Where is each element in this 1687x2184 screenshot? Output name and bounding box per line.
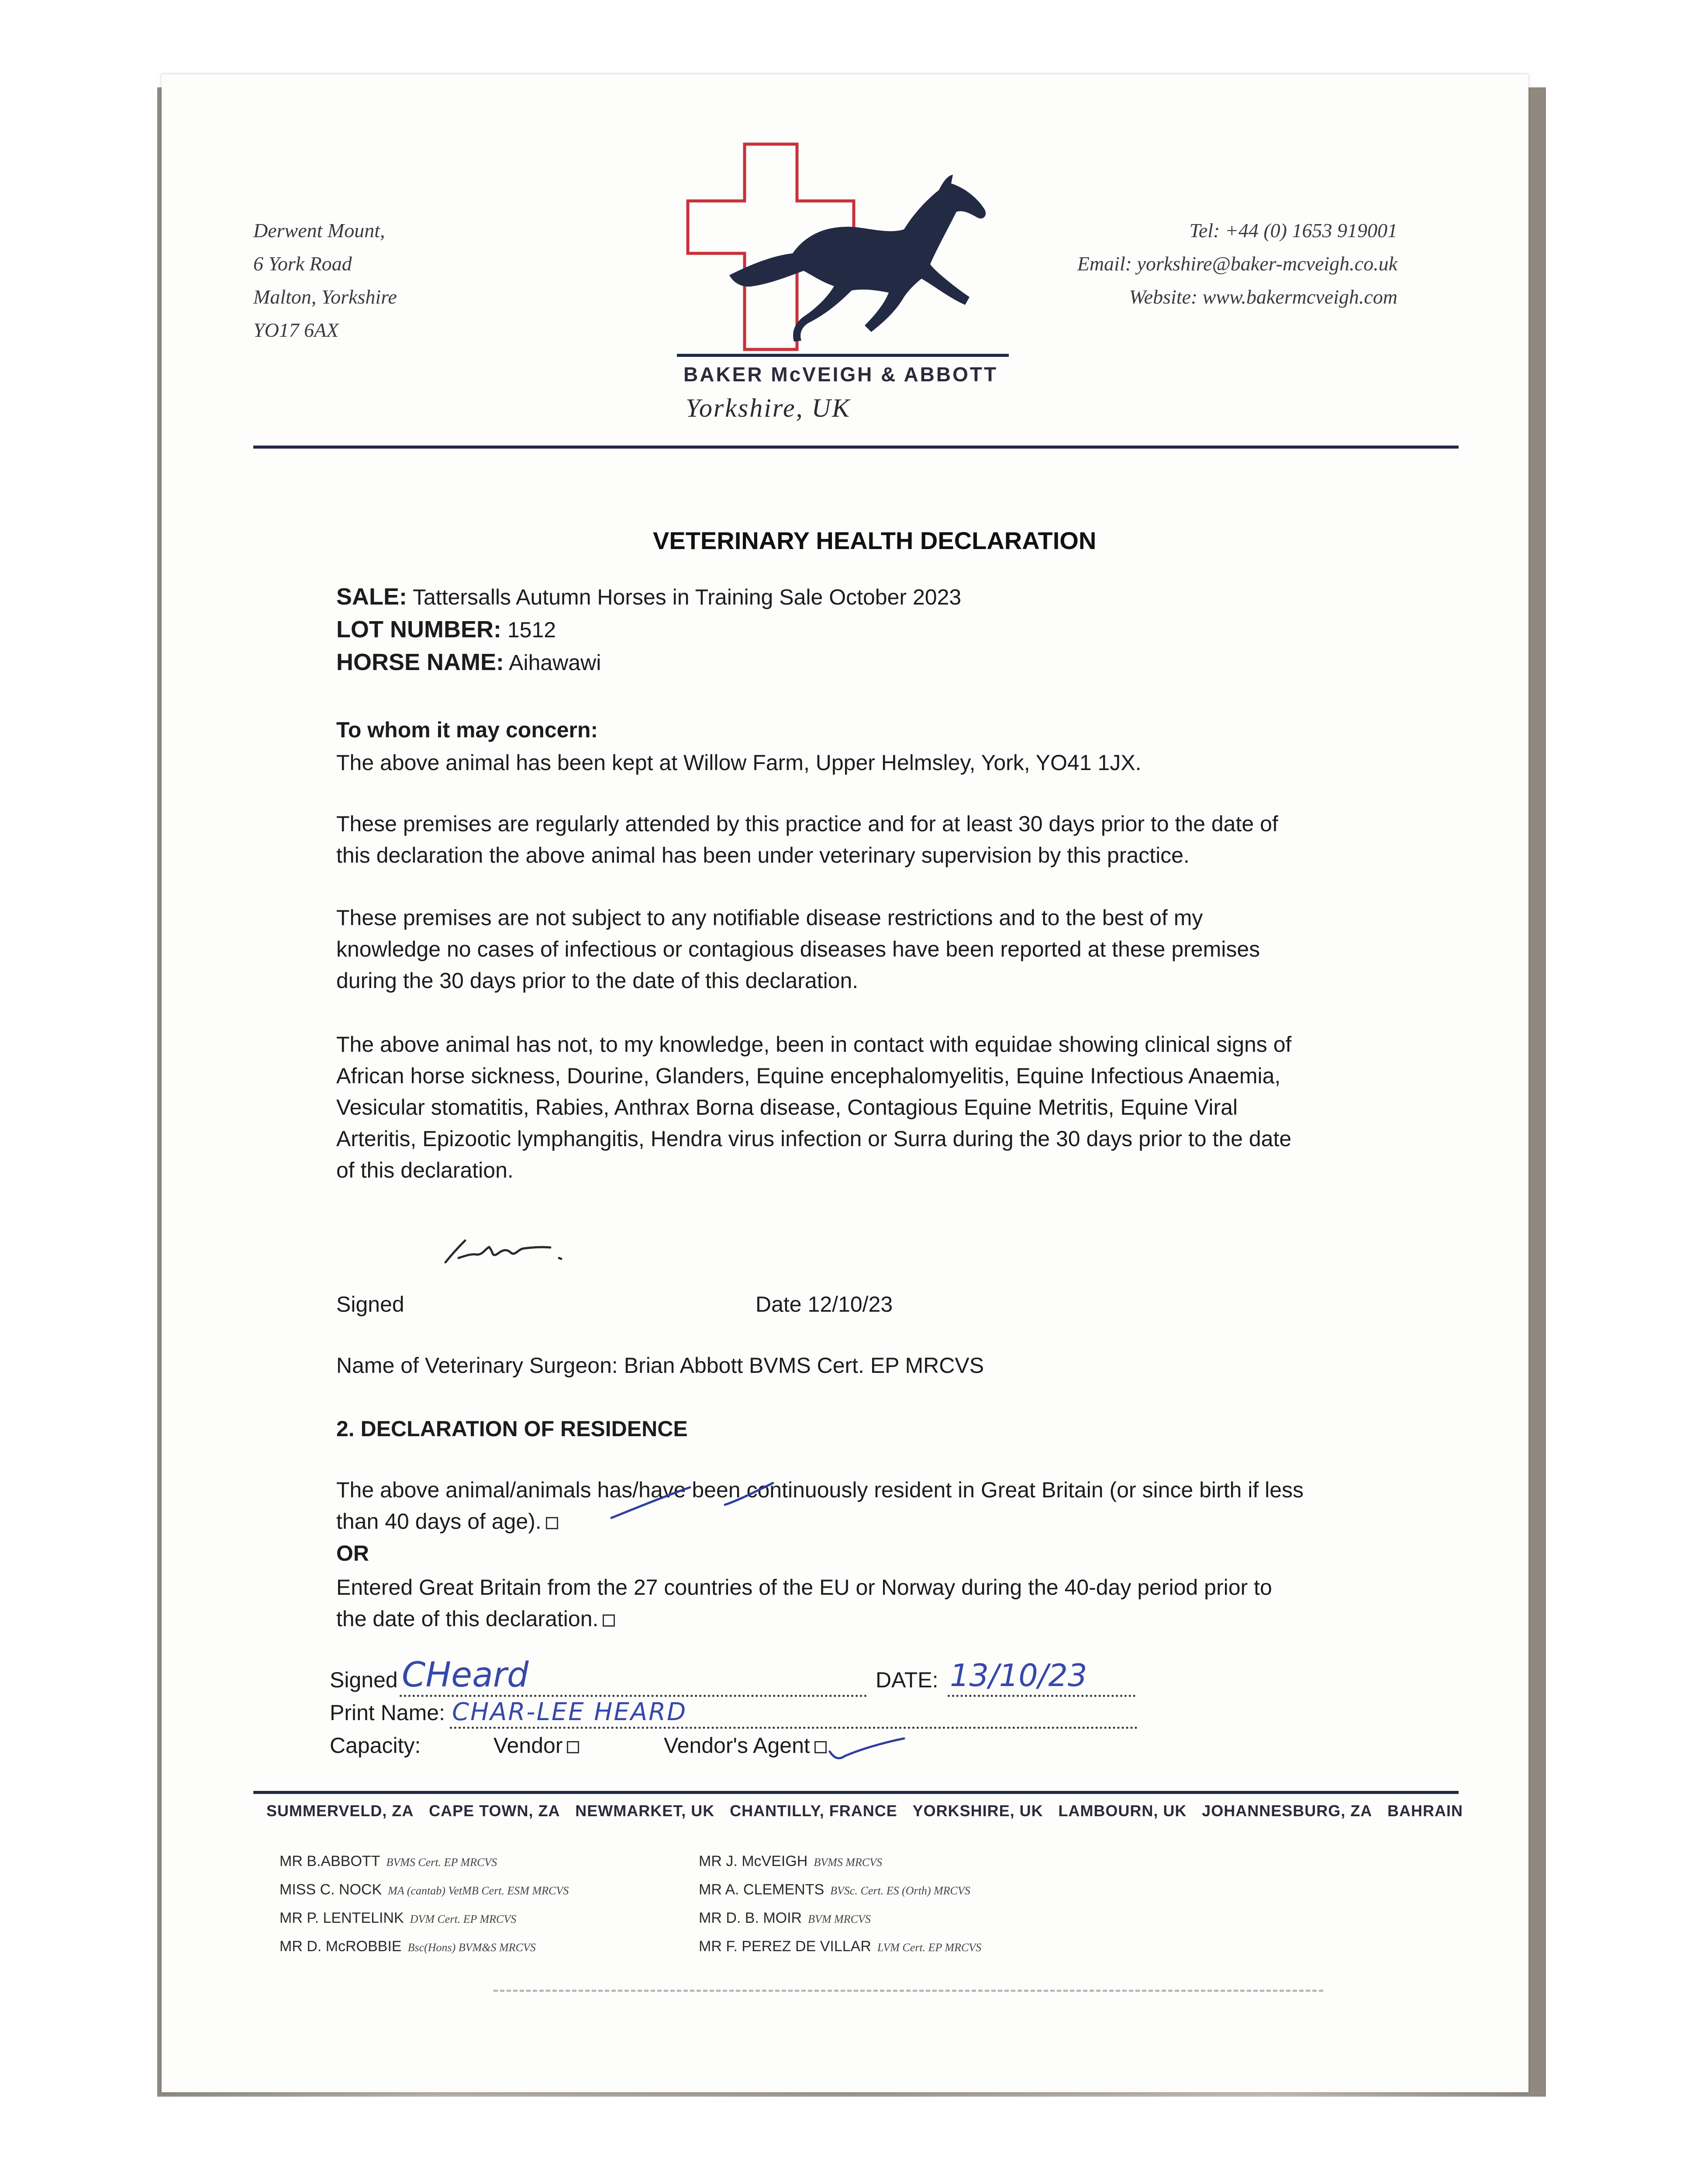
staff-name: MR D. B. MOIR [699, 1910, 802, 1926]
address-line: Derwent Mount, [253, 219, 385, 242]
staff-entry [279, 1904, 569, 1933]
staff-entry [699, 1876, 981, 1904]
sale-value: Tattersalls Autumn Horses in Training Sale October 2023 [407, 585, 962, 609]
paragraph-line: Vesicular stomatitis, Rabies, Anthrax Borna disease, Contagious Equine Metritis, Equine Viral [336, 1095, 1238, 1120]
salutation: To whom it may concern: [336, 718, 598, 742]
paragraph-line: knowledge no cases of infectious or contagious diseases have been reported at these premises [336, 937, 1260, 961]
paragraph-line: of this declaration. [336, 1158, 514, 1182]
staff-name: MR A. CLEMENTS [699, 1881, 825, 1898]
paragraph-line: during the 30 days prior to the date of this declaration. [336, 968, 859, 993]
signed2-label: Signed [330, 1668, 398, 1692]
document-title: VETERINARY HEALTH DECLARATION [653, 527, 1097, 554]
residence-line-with-checkbox [336, 1603, 615, 1635]
staff-qualifications: BVMS Cert. EP MRCVS [386, 1856, 497, 1869]
staff-name: MR D. McROBBIE [279, 1938, 402, 1955]
vet-signature [441, 1227, 590, 1275]
print-name-line[interactable] [450, 1698, 1138, 1729]
vet-signed-label: Signed [336, 1292, 404, 1317]
staff-name: MR B.ABBOTT [279, 1853, 380, 1870]
address-line: 6 York Road [253, 252, 352, 275]
practice-logo [677, 140, 1009, 384]
vet-date: Date 12/10/23 [756, 1292, 893, 1317]
lot-value: 1512 [501, 618, 556, 642]
office-location: CHANTILLY, FRANCE [730, 1802, 897, 1820]
firm-name: BAKER McVEIGH & ABBOTT [683, 363, 998, 386]
date2-label: DATE: [876, 1668, 938, 1692]
header-divider [253, 446, 1459, 449]
galloping-horse-icon [729, 175, 986, 342]
paragraph-line: These premises are not subject to any notifiable disease restrictions and to the best of my [336, 905, 1203, 930]
office-location: SUMMERVELD, ZA [266, 1802, 414, 1820]
sale-field [336, 581, 961, 613]
practice-contact [1077, 214, 1397, 314]
capacity-label: Capacity: [330, 1733, 421, 1758]
office-location: NEWMARKET, UK [575, 1802, 715, 1820]
handwritten-signature: CHeard [402, 1655, 529, 1695]
office-location: YORKSHIRE, UK [912, 1802, 1043, 1820]
address-line: YO17 6AX [253, 319, 339, 341]
website-line: Website: www.bakermcveigh.com [1129, 286, 1397, 308]
office-location: JOHANNESBURG, ZA [1202, 1802, 1373, 1820]
vendor-label: Vendor [493, 1733, 563, 1758]
office-location: CAPE TOWN, ZA [429, 1802, 560, 1820]
vendor-agent-option[interactable] [664, 1730, 827, 1761]
print-name-label: Print Name: [330, 1700, 445, 1725]
office-location: LAMBOURN, UK [1058, 1802, 1187, 1820]
office-locations [266, 1802, 1463, 1820]
phone-line: Tel: +44 (0) 1653 919001 [1189, 219, 1397, 242]
staff-qualifications: BVM MRCVS [808, 1913, 871, 1925]
residence-line-with-checkbox [336, 1506, 558, 1537]
staff-qualifications: DVM Cert. EP MRCVS [410, 1913, 517, 1925]
vendor-agent-tick-mark [825, 1730, 913, 1765]
vet-name: Name of Veterinary Surgeon: Brian Abbott BVMS Cert. EP MRCVS [336, 1353, 984, 1378]
horse-value: Aihawawi [504, 650, 601, 675]
staff-entry [279, 1933, 569, 1961]
staff-qualifications: BVSc. Cert. ES (Orth) MRCVS [830, 1884, 970, 1897]
paragraph-line: The above animal has not, to my knowledge, been in contact with equidae showing clinical signs of [336, 1032, 1292, 1057]
lot-label: LOT NUMBER: [336, 616, 501, 643]
signature-line[interactable] [400, 1655, 867, 1697]
staff-entry [279, 1876, 569, 1904]
staff-entry [279, 1848, 569, 1876]
staff-name: MR P. LENTELINK [279, 1910, 404, 1926]
staff-qualifications: MA (cantab) VetMB Cert. ESM MRCVS [388, 1884, 569, 1897]
staff-name: MISS C. NOCK [279, 1881, 382, 1898]
residence-signed-row [330, 1664, 398, 1696]
firm-location: Yorkshire, UK [686, 394, 851, 422]
sale-label: SALE: [336, 584, 407, 610]
paragraph-line: this declaration the above animal has been under veterinary supervision by this practice. [336, 843, 1190, 867]
paragraph-line: African horse sickness, Dourine, Glanders, Equine encephalomyelitis, Equine Infectious Anaemia, [336, 1064, 1281, 1088]
staff-entry [699, 1904, 981, 1933]
residence-line: the date of this declaration. [336, 1607, 599, 1631]
staff-qualifications: BVMS MRCVS [814, 1856, 883, 1869]
paragraph-line: Arteritis, Epizootic lymphangitis, Hendra virus infection or Surra during the 30 days prior to the date [336, 1127, 1292, 1151]
vendor-agent-label: Vendor's Agent [664, 1733, 810, 1758]
horse-label: HORSE NAME: [336, 649, 504, 675]
residence-line: than 40 days of age). [336, 1509, 542, 1534]
email-line: Email: yorkshire@baker-mcveigh.co.uk [1077, 252, 1397, 275]
document-page [162, 74, 1528, 2092]
strikethrough-tick-mark [607, 1479, 790, 1527]
practice-address [253, 214, 397, 347]
paragraph-line: These premises are regularly attended by this practice and for at least 30 days prior to the date of [336, 812, 1278, 836]
eu-entry-checkbox[interactable] [603, 1614, 615, 1627]
handwritten-date: 13/10/23 [950, 1658, 1087, 1693]
lot-field [336, 614, 556, 646]
footer-divider [253, 1791, 1459, 1794]
staff-name: MR J. McVEIGH [699, 1853, 808, 1870]
staff-name: MR F. PEREZ DE VILLAR [699, 1938, 871, 1955]
address-line: Malton, Yorkshire [253, 286, 397, 308]
logo-underline [677, 354, 1009, 357]
paragraph-line: The above animal has been kept at Willow Farm, Upper Helmsley, York, YO41 1JX. [336, 750, 1142, 775]
staff-list-right [699, 1848, 981, 1961]
staff-list-left [279, 1848, 569, 1961]
resident-checkbox[interactable] [546, 1517, 558, 1529]
vendor-agent-checkbox[interactable] [814, 1741, 827, 1753]
office-location: BAHRAIN [1387, 1802, 1463, 1820]
vendor-option[interactable] [493, 1730, 579, 1761]
faint-print-line [493, 1990, 1323, 1992]
staff-entry [699, 1933, 981, 1961]
residence-line: Entered Great Britain from the 27 countries of the EU or Norway during the 40-day period prior to [336, 1575, 1272, 1600]
or-label: OR [336, 1541, 369, 1565]
date-line[interactable] [948, 1658, 1135, 1697]
staff-qualifications: Bsc(Hons) BVM&S MRCVS [407, 1941, 536, 1954]
residence-line: The above animal/animals has/have been continuously resident in Great Britain (or since birth if less [336, 1478, 1304, 1502]
horse-field [336, 646, 601, 678]
vendor-checkbox[interactable] [567, 1741, 579, 1753]
handwritten-print-name: CHAR-LEE HEARD [452, 1698, 687, 1726]
section2-title: 2. DECLARATION OF RESIDENCE [336, 1417, 688, 1441]
staff-qualifications: LVM Cert. EP MRCVS [877, 1941, 982, 1954]
staff-entry [699, 1848, 981, 1876]
